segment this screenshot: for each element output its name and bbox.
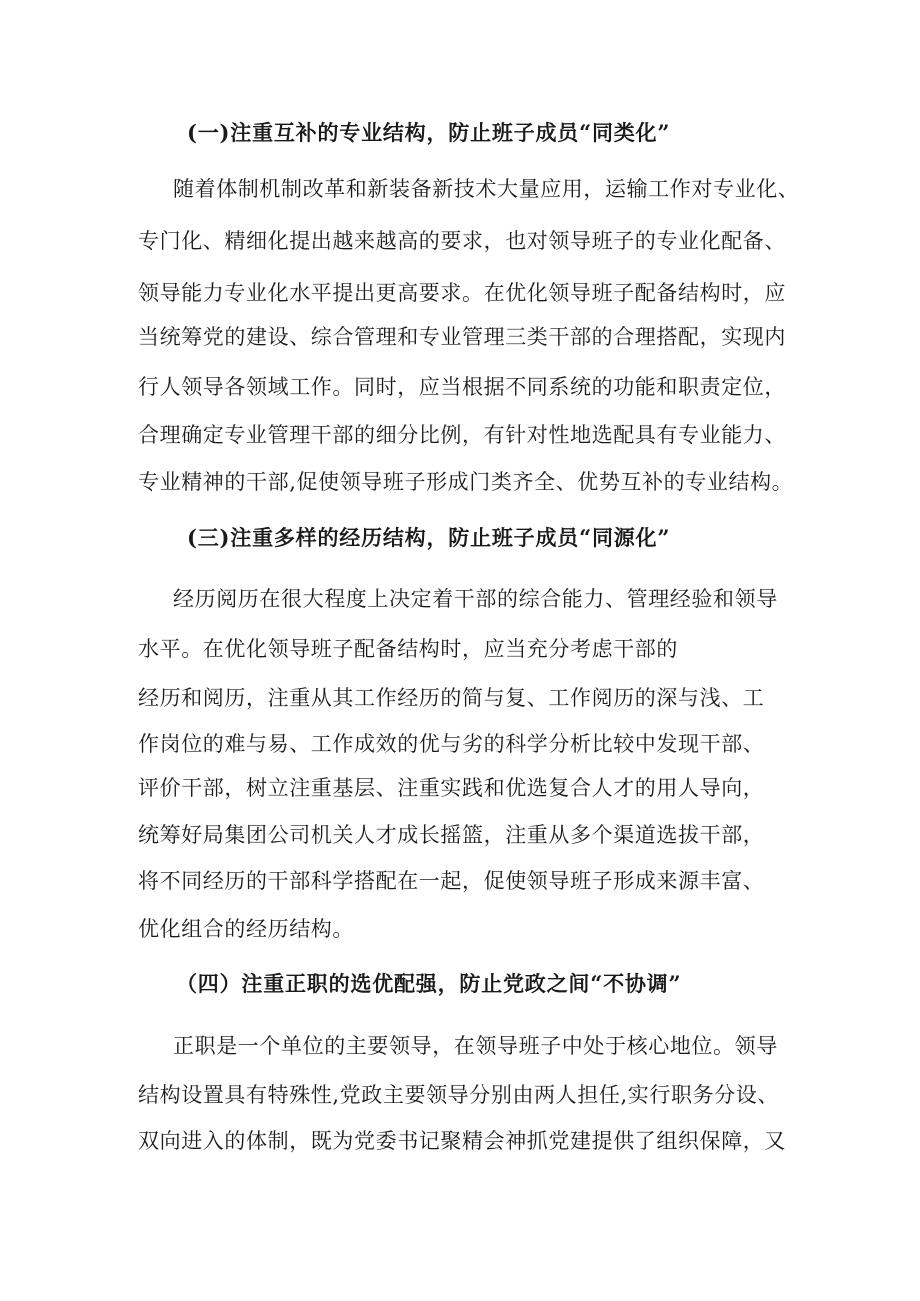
paragraph-line: 经历阅历在很大程度上决定着干部的综合能力、管理经验和领导	[173, 587, 778, 611]
paragraph-line: 当统筹党的建设、综合管理和专业管理三类干部的合理搭配，实现内	[138, 325, 786, 349]
paragraph-line: 统筹好局集团公司机关人才成长摇篮，注重从多个渠道选拔干部，	[138, 823, 765, 847]
paragraph-line: 正职是一个单位的主要领导，在领导班子中处于核心地位。领导	[173, 1034, 778, 1058]
paragraph-line: 行人领导各领域工作。同时，应当根据不同系统的功能和职责定位，	[138, 375, 786, 399]
section-heading-3: （四）注重正职的选优配强，防止党政之间“不协调”	[176, 971, 682, 996]
paragraph-line: 专门化、精细化提出越来越高的要求，也对领导班子的专业化配备、	[138, 229, 786, 253]
paragraph-line: 领导能力专业化水平提出更高要求。在优化领导班子配备结构时，应	[138, 281, 786, 305]
paragraph-line: 专业精神的干部,促使领导班子形成门类齐全、优势互补的专业结构。	[138, 470, 794, 494]
paragraph-line: 优化组合的经历结构。	[138, 917, 354, 941]
paragraph-line: 水平。在优化领导班子配备结构时，应当充分考虑干部的	[138, 637, 678, 661]
paragraph-line: 随着体制机制改革和新装备新技术大量应用，运输工作对专业化、	[173, 177, 800, 201]
paragraph-line: 结构设置具有特殊性,党政主要领导分别由两人担任,实行职务分设、	[138, 1083, 779, 1107]
paragraph-line: 评价干部，树立注重基层、注重实践和优选复合人才的用人导向，	[138, 776, 765, 800]
paragraph-line: 将不同经历的干部科学搭配在一起，促使领导班子形成来源丰富、	[138, 869, 765, 893]
paragraph-line: 合理确定专业管理干部的细分比例，有针对性地选配具有专业能力、	[138, 423, 786, 447]
section-heading-2: (三)注重多样的经历结构，防止班子成员“同源化”	[187, 525, 671, 550]
paragraph-line: 双向进入的体制，既为党委书记聚精会神抓党建提供了组织保障，又	[138, 1129, 786, 1153]
section-heading-1: (一)注重互补的专业结构，防止班子成员“同类化”	[187, 120, 671, 145]
paragraph-line: 作岗位的难与易、工作成效的优与劣的科学分析比较中发现干部、	[138, 732, 765, 756]
paragraph-line: 经历和阅历，注重从其工作经历的简与复、工作阅历的深与浅、工	[138, 686, 765, 710]
